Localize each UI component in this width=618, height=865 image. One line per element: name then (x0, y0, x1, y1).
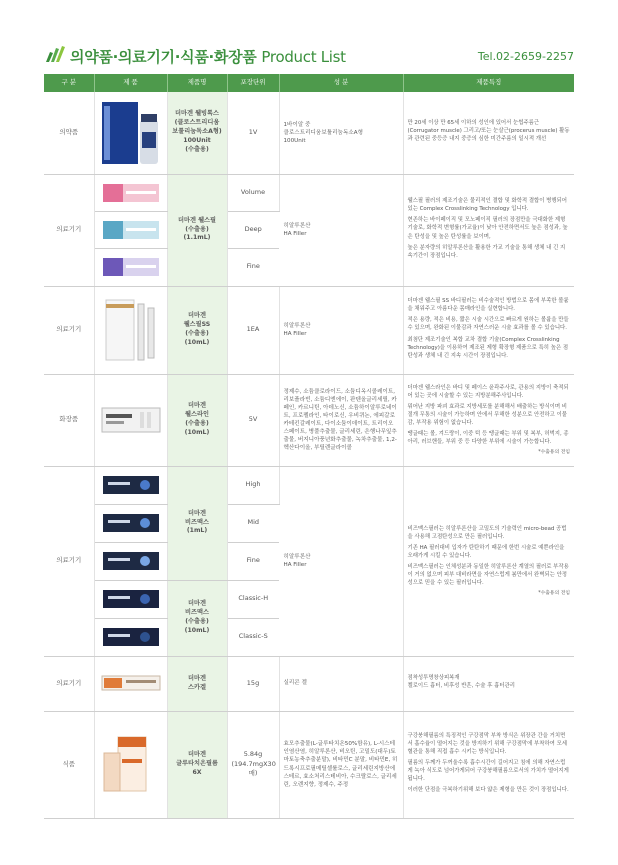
feature-text: 비즈맥스필러는 히알루론산을 고밀도의 기술력인 micro-bead 공법을 사용해 고점탄성으로 만든 필러입니다. (407, 525, 567, 540)
title-english: Product List (261, 48, 346, 66)
product-table (44, 74, 574, 819)
product-image-cell (94, 656, 167, 711)
row-category: 화장품 (44, 374, 94, 466)
product-image-cell (94, 466, 167, 504)
bizmax-classic-s-image (100, 622, 162, 652)
package-unit: 1V (227, 92, 279, 174)
col-header-product: 제 품 (94, 74, 167, 92)
features (403, 374, 574, 466)
variant-label: Fine (227, 248, 279, 286)
leaf-logo-icon (44, 44, 66, 64)
wellspil-deep-image (100, 215, 162, 245)
product-image-cell (94, 286, 167, 374)
col-header-features: 제품특징 (403, 74, 574, 92)
features (403, 466, 574, 656)
component: 1바이알 중 클로스트리디움보툴리눔독소A형 100Unit (279, 92, 403, 174)
table-row (44, 174, 574, 211)
feature-text: 기존 HA 필러대비 입자가 탄탄하기 때문에 한번 시술로 예쁜라인을 오래가게 시킬 수 있습니다. (407, 544, 565, 559)
product-image-cell (94, 174, 167, 211)
product-image-cell (94, 711, 167, 818)
col-header-unit: 포장단위 (227, 74, 279, 92)
bizmax-high-image (100, 470, 162, 500)
feature-text: 현존하는 바이페이직 및 모노페이직 필러의 장점만을 극대화한 제형 기술로, 화학적 변형률(가교율)이 낮아 안전하면서도 높은 점성과, 높은 탄성을 및 높은 탄성률을 보이며, (407, 217, 568, 240)
feature-text: 웰스필 필러의 제조기술은 물리적인 결합 및 화학적 결합이 병행되어 있는 Complex Crosslinking Technology 입니다. (407, 198, 568, 213)
product-image-cell (94, 618, 167, 656)
component: 정제수, 소듐클로라이드, 소듐디옥시콜레이트, 리보플라빈, 소듐디엔에이, 판텐올글리세릴, 카페인, 카르니틴, 아데노신, 소듐하이알루로네이트, 프로펠라인, 타이로신, 우비퀴논, 에피갈로카테킨갈레이트, 다이소듐이데이트, 트리이오스페이트, 병풀추출물, 글리세린, 은행나무잎추출물, 버지니아풍년화추출물, 녹차추출물, 1,2-헥산다이올, 부틸렌글라이콜 (279, 374, 403, 466)
variant-label: High (227, 466, 279, 504)
package-unit: 1EA (227, 286, 279, 374)
features (403, 656, 574, 711)
botox-box-image (100, 98, 162, 168)
variant-label: Classic-S (227, 618, 279, 656)
feature-text: 최첨단 제조기술인 복합 교차 결합 기술(Complex Crosslinking Technology)을 이용하여 제조된 제형 확장형 제품으로 특히 높은 점탄성과 생체 내 긴 지속 시간이 장점입니다. (407, 336, 569, 359)
feature-text: 비즈맥스필러는 인체성분과 동일한 히알루론산 계열의 필러로 부작용이 거의 없으며 피부 대비라면을 자연스럽게 봄만에서 완벽되는 안정성으로 믿을 수 있는 필러입니다. (407, 563, 569, 587)
variant-label: Deep (227, 211, 279, 248)
page-header (0, 0, 618, 72)
wellspil-volume-image (100, 178, 162, 208)
wellspil-ss-image (100, 294, 162, 366)
product-image-cell (94, 542, 167, 580)
product-name: 더마겐 웰스필 (수출용) (1.1mL) (167, 174, 227, 286)
telephone: Tel.02-2659-2257 (477, 50, 574, 63)
component: 효모추출물(L-글루타치온50%함유), L-시스테인염산염, 히알루론산, 비오틴, 고밀도(대두)토마토농축추출분말), 비타민C 분말, 비타민E, 히드록시프로필메틸셀룰로스, 글리세린지방산에스테르, 효소처리스테비아, 수크랄로스, 글리세린, 오렌지향, 정제수, 주정 (279, 711, 403, 818)
feature-text: 이러한 단점을 극복하기위해 보다 얇은 제형을 만든 것이 장점입니다. (407, 787, 569, 794)
feature-text: 필름의 두께가 두꺼울수록 흡수시간이 길어지고 침에 의해 자연스럽게 녹아 식도로 넘어가게되어 구강붕해필름으로서의 가치가 떨어지게됩니다. (407, 759, 569, 783)
bizmax-fine-image (100, 546, 162, 576)
package-unit: 5.84g (194.7mgX30매) (227, 711, 279, 818)
bizmax-mid-image (100, 508, 162, 538)
scagel-image (100, 668, 162, 700)
col-header-component: 성 분 (279, 74, 403, 92)
product-name: 더마겐 스카겔 (167, 656, 227, 711)
col-header-name: 제품명 (167, 74, 227, 92)
row-category: 식품 (44, 711, 94, 818)
feature-text: 뭐어난 지방 파괴 효과로 지방세포를 분해해서 배출하는 방식이며 비절개 무통의 시술이 가능하며 안에서 무해한 성분으로 안전하고 이물감, 부작용 위험이 없습니다. (407, 403, 568, 426)
feature-text: 높은 분자량의 히알루론산을 활용한 가교 기술을 통해 생체 내 긴 지속기간이 장점입니다. (407, 244, 566, 259)
table-row (44, 92, 574, 174)
wellspil-fine-image (100, 252, 162, 282)
product-image-cell (94, 248, 167, 286)
product-name: 더마겐 웰스필SS (수출용) (10mL) (167, 286, 227, 374)
product-image-cell (94, 92, 167, 174)
features (403, 286, 574, 374)
product-image-cell (94, 580, 167, 618)
features (403, 711, 574, 818)
feature-text: 땡글때는 볼, 겨드랑이, 이중 턱 등 땡글때는 부위 및 복부, 허벅지, 종아리, 러브핸들, 부위 중 등 다양한 부위에 시술이 가능합니다. (407, 431, 569, 446)
features (403, 174, 574, 286)
product-name: 더마겐 웰스라인 (수출용) (10mL) (167, 374, 227, 466)
component: 히알루론산 HA Filler (279, 466, 403, 656)
page-title (70, 46, 346, 67)
table-row (44, 711, 574, 818)
feature-text: 더마겐 웰스라인은 바디 및 페이스 윤곽주사로, 관용의 지방이 축적되어 있는 곳에 시술할 수 있는 지방분해주사입니다. (407, 384, 569, 399)
feature-text: 만 20세 이상 만 65세 이하의 성인에 있어서 눈썹주름근(Corrugator muscle) 그리고/또는 눈살근(procerus muscle) 활동과 관련된 중등증 내지 중증의 심한 미간주름의 일시적 개선 (407, 120, 570, 143)
features (403, 92, 574, 174)
row-category: 의료기기 (44, 466, 94, 656)
package-unit: 15g (227, 656, 279, 711)
col-header-category: 구 분 (44, 74, 94, 92)
row-category: 의료기기 (44, 656, 94, 711)
footnote: *수출용의 전임 (538, 450, 570, 456)
table-row (44, 656, 574, 711)
product-image-cell (94, 504, 167, 542)
product-name: 더마겐 비즈맥스 (1mL) (167, 466, 227, 580)
glutathione-film-image (100, 735, 162, 795)
variant-label: Mid (227, 504, 279, 542)
table-row (44, 466, 574, 504)
feature-text: 더마겐 웰스필 SS 바디필러는 비수술적인 방법으로 몸에 부족한 볼륨을 채워주고 아름다운 몸매라인을 실현합니다. (407, 298, 569, 313)
title-korean: 의약품·의료기기·식품·화장품 (70, 48, 257, 66)
variant-label: Fine (227, 542, 279, 580)
component: 실리콘 겔 (279, 656, 403, 711)
product-image-cell (94, 211, 167, 248)
row-category: 의료기기 (44, 174, 94, 286)
variant-label: Classic-H (227, 580, 279, 618)
product-name: 더마겐 웰빙톡스 (클로스트리디움 보툴리눔독소A형) 100Unit (수출용) (167, 92, 227, 174)
component: 히알루론산 HA Filler (279, 174, 403, 286)
bizmax-classic-h-image (100, 584, 162, 614)
table-row (44, 374, 574, 466)
wellsline-image (100, 400, 162, 440)
table-header-row (44, 74, 574, 92)
product-name: 더마겐 글루타치온필름 6X (167, 711, 227, 818)
feature-text: 적은 용량, 적은 비용, 짧은 시술 시간으로 빠르게 원하는 볼륨을 만들 수 있으며, 완화된 이물감과 자연스러운 시술 효과를 볼 수 있습니다. (407, 317, 569, 332)
product-name: 더마겐 비즈맥스 (수출용) (10mL) (167, 580, 227, 656)
feature-text: 구강붕해필름의 특징적인 구강점막 부착 방식은 위장관 간을 거치면서 흡수율이 떨어지는 것을 방지하기 위해 구강점막에 부착하여 모세혈관을 통해 직접 흡수 시키는 방식입니다. (407, 732, 568, 755)
variant-label: Volume (227, 174, 279, 211)
package-unit: 5V (227, 374, 279, 466)
component: 히알루론산 HA Filler (279, 286, 403, 374)
product-image-cell (94, 374, 167, 466)
row-category: 의료기기 (44, 286, 94, 374)
row-category: 의약품 (44, 92, 94, 174)
table-row (44, 286, 574, 374)
feature-text: 점착성투명창상피복재 켈로이드 흉터, 비후성 반흔, 수술 후 흉터관리 (407, 674, 515, 689)
footnote: *수출용의 전임 (538, 591, 570, 597)
